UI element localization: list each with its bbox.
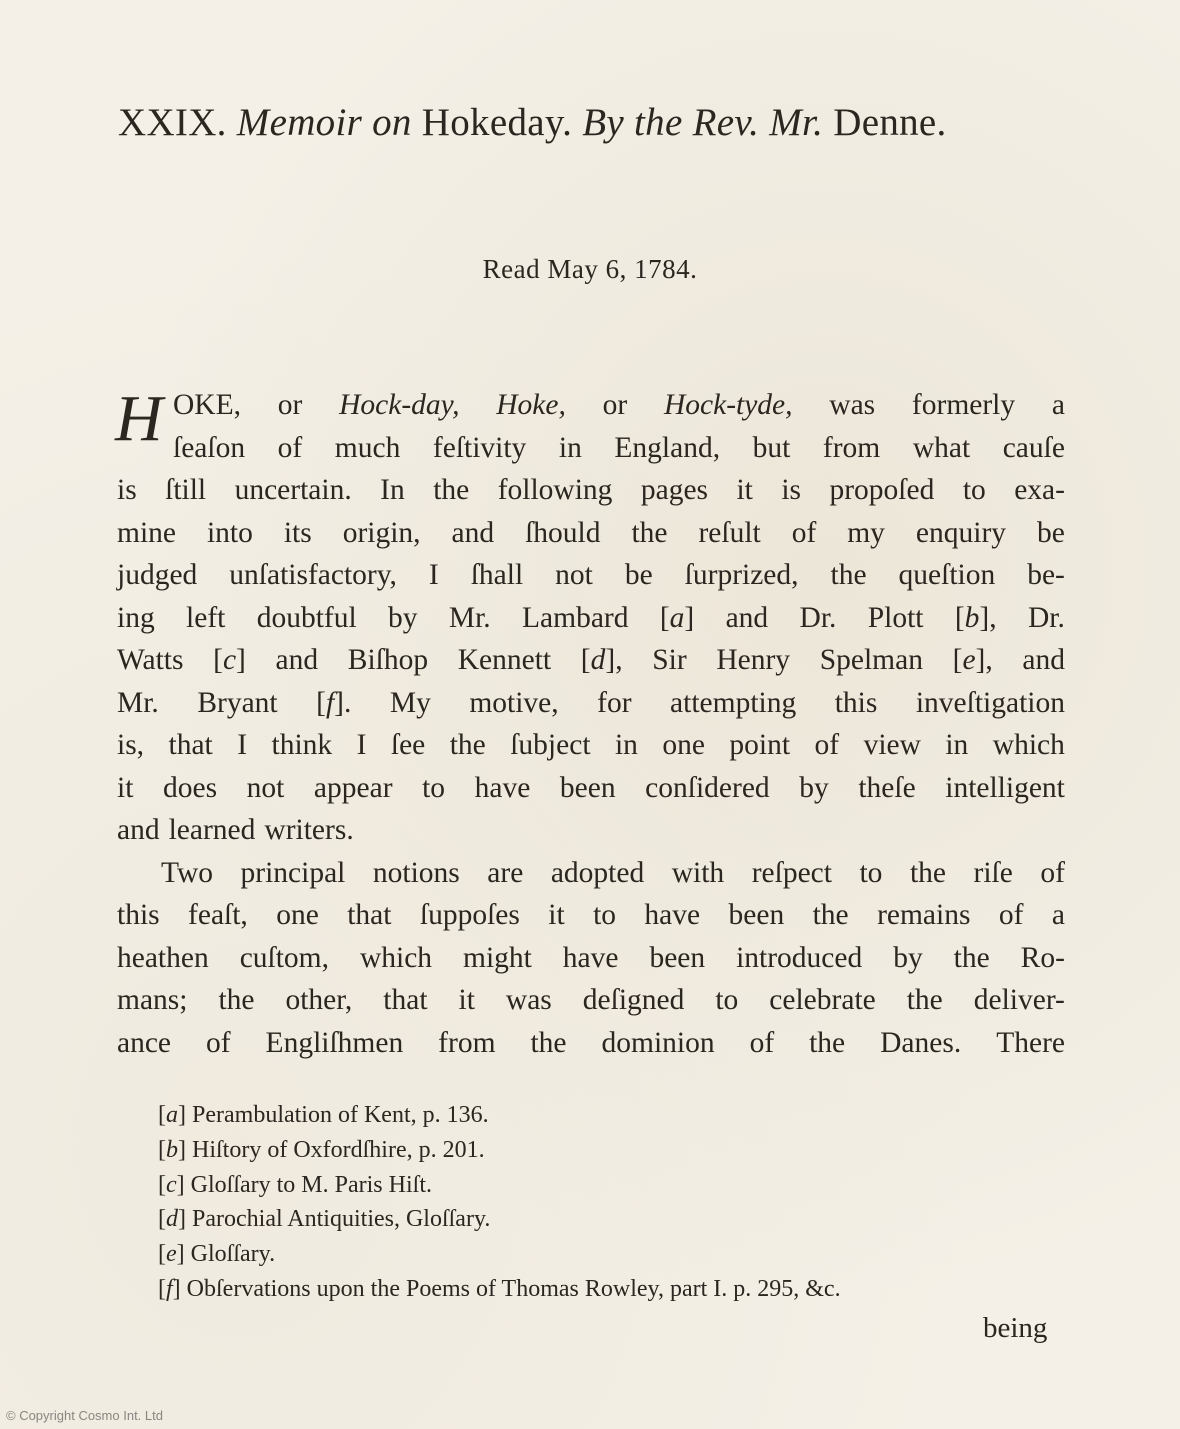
word: other, [285, 984, 353, 1016]
word: enquiry [915, 516, 1007, 549]
word: by [799, 771, 829, 804]
word: adopted [550, 856, 645, 889]
word: ſurprized, [684, 559, 799, 591]
footnote-letter: c [166, 1171, 177, 1198]
word: of [791, 516, 817, 549]
word: for [597, 686, 632, 719]
footnote [158, 1202, 1058, 1237]
word: been [559, 771, 616, 804]
word: not [246, 771, 285, 804]
text-line [117, 767, 1065, 810]
word: heathen [117, 941, 209, 974]
footnote-mark: [b] [158, 1136, 192, 1163]
article-number: XXIX. [118, 101, 227, 144]
text-line [117, 597, 1065, 640]
word: reſult [698, 516, 761, 549]
word: this [834, 686, 878, 719]
word: the [530, 1026, 567, 1059]
word: to [593, 899, 617, 931]
text-line [117, 937, 1065, 980]
word: by [893, 941, 923, 974]
word: feſtivity [432, 431, 527, 464]
word: ance [117, 1026, 172, 1059]
word: of [749, 1026, 775, 1059]
word: that [168, 729, 213, 761]
word: formerly [911, 389, 1016, 421]
word: celebrate [769, 984, 876, 1016]
word: pages [640, 474, 709, 506]
word: uncertain. [234, 474, 352, 506]
word: learned [168, 814, 256, 846]
footnote-mark: [f] [158, 1275, 187, 1302]
word: to [422, 771, 446, 804]
word: I [428, 559, 439, 591]
footnote-text: Perambulation of Kent, p. 136. [192, 1102, 489, 1128]
word: Hock-tyde, [663, 389, 793, 421]
word: of [1040, 856, 1065, 889]
article-title [118, 100, 1078, 145]
word: Hock-day, [339, 389, 460, 421]
word: Biſhop [347, 644, 429, 676]
word: Mr. [448, 601, 491, 634]
word: or [277, 389, 303, 421]
word: mans; [117, 984, 188, 1016]
word: exa- [1014, 474, 1065, 506]
word: be [1037, 516, 1065, 549]
word: ſeaſon [173, 431, 246, 464]
word: in [945, 729, 969, 761]
word: following [497, 474, 613, 506]
word: appear [313, 771, 393, 804]
text-line [117, 384, 1065, 427]
footnote [158, 1272, 1058, 1307]
word: left [186, 601, 226, 634]
text-line [117, 427, 1065, 470]
text-line [117, 682, 1065, 725]
word: [e], [952, 644, 993, 676]
word: Two [161, 856, 214, 889]
footnote-text: Hiſtory of Oxfordſhire, p. 201. [192, 1136, 485, 1163]
word: might [463, 941, 532, 974]
word: that [347, 899, 392, 931]
word: the [449, 729, 486, 761]
text-line [117, 979, 1065, 1022]
word: to [962, 474, 986, 506]
text-line [117, 894, 1065, 937]
text-line [117, 554, 1065, 597]
word: think [271, 729, 333, 761]
word: Hoke, [496, 389, 566, 421]
word: ſhould [525, 516, 601, 549]
word: propoſed [829, 474, 935, 506]
word: does [162, 771, 218, 804]
word: writers. [264, 814, 354, 846]
word: remains [877, 899, 971, 931]
word: the [631, 516, 668, 549]
footnote-letter: d [166, 1206, 178, 1233]
footnote-mark: [c] [158, 1171, 191, 1198]
word: Dr. [1027, 601, 1065, 634]
word: is [781, 474, 802, 506]
word: view [863, 729, 921, 761]
word: it [458, 984, 475, 1016]
word: There [996, 1026, 1065, 1059]
word: my [847, 516, 885, 549]
word: a [1051, 899, 1065, 931]
word: it [117, 771, 134, 804]
word: ing [117, 601, 155, 634]
footnote [158, 1237, 1058, 1272]
footnote-mark: [a] [158, 1102, 192, 1128]
word: My [389, 686, 431, 719]
word: by [388, 601, 418, 634]
word: [d], [580, 644, 623, 676]
word: judged [117, 559, 198, 591]
text-line [117, 852, 1065, 895]
catchword: being [983, 1312, 1048, 1344]
word: Plott [867, 601, 924, 634]
word: Bryant [197, 686, 278, 719]
word: which [359, 941, 433, 974]
word: inveſtigation [915, 686, 1065, 719]
text-line [117, 512, 1065, 555]
footnote-letter: e [166, 1241, 177, 1268]
word: [c] [213, 644, 246, 676]
word: Spelman [819, 644, 923, 676]
title-subject: Hokeday. [421, 101, 573, 144]
word: dominion [601, 1026, 715, 1059]
copyright-watermark: © Copyright Cosmo Int. Ltd [6, 1408, 163, 1423]
footnote-text: Gloſſary to M. Paris Hiſt. [190, 1171, 432, 1198]
word: it [736, 474, 753, 506]
word: the [906, 984, 943, 1016]
footnote-text: Parochial Antiquities, Gloſſary. [192, 1206, 491, 1233]
word: ſtill [165, 474, 207, 506]
word: this [117, 899, 160, 931]
footnotes [158, 1098, 1058, 1307]
word: [b], [954, 601, 997, 634]
body-text [117, 384, 1065, 1064]
word: but [752, 431, 791, 464]
word: motive, [469, 686, 559, 719]
word: feaſt, [188, 899, 248, 931]
word: one [662, 729, 705, 761]
word: intelligent [945, 771, 1065, 804]
word: the [830, 559, 867, 591]
word: reſpect [751, 856, 832, 889]
word: ſhall [470, 559, 524, 591]
word: ſee [390, 729, 426, 761]
word: one [276, 899, 319, 931]
word: origin, [342, 516, 421, 549]
word: into [206, 516, 253, 549]
word: in [558, 431, 582, 464]
word: deſigned [582, 984, 685, 1016]
footnote-letter: b [166, 1136, 178, 1163]
word: and [1022, 644, 1065, 676]
title-author: Denne. [833, 101, 947, 144]
word: unſatisfactory, [229, 559, 397, 591]
word: are [487, 856, 524, 889]
word: to [715, 984, 739, 1016]
word: ſubject [510, 729, 591, 761]
text-line [117, 639, 1065, 682]
footnote-text: Obſervations upon the Poems of Thomas Rowley, part I. p. 295, &c. [186, 1275, 841, 1302]
word: with [671, 856, 725, 889]
word: I [237, 729, 248, 761]
word: the [433, 474, 470, 506]
footnote [158, 1168, 1058, 1203]
word: Ro- [1020, 941, 1065, 974]
word: theſe [858, 771, 916, 804]
paragraph-2 [117, 852, 1065, 1065]
word: I [356, 729, 367, 761]
word: Mr. [117, 686, 159, 719]
text-line [117, 469, 1065, 512]
word: mine [117, 516, 176, 549]
word: of [814, 729, 840, 761]
text-line [117, 809, 1065, 852]
word: cuſtom, [239, 941, 329, 974]
word: is [117, 474, 137, 506]
word: the [953, 941, 990, 974]
word: deliver- [973, 984, 1065, 1016]
word: from [822, 431, 881, 464]
word: principal [240, 856, 346, 889]
word: in [614, 729, 638, 761]
word: was [829, 389, 876, 421]
word: it [548, 899, 565, 931]
footnote-text: Gloſſary. [190, 1241, 276, 1268]
word: of [998, 899, 1024, 931]
footnote [158, 1098, 1058, 1133]
word: and [451, 516, 495, 549]
paragraph-1 [117, 384, 1065, 852]
word: Danes. [880, 1026, 962, 1059]
word: conſidered [645, 771, 770, 804]
word: be [624, 559, 653, 591]
word: the [909, 856, 946, 889]
word: OKE, [173, 389, 242, 421]
word: England, [614, 431, 721, 464]
footnote-letter: f [166, 1275, 173, 1302]
word: of [206, 1026, 231, 1059]
title-by: By the Rev. Mr. [582, 101, 824, 144]
word: was [505, 984, 552, 1016]
word: what [912, 431, 971, 464]
text-line [117, 1022, 1065, 1065]
word: introduced [736, 941, 863, 974]
footnote-mark: [e] [158, 1241, 191, 1268]
word: Sir [652, 644, 687, 676]
word: the [218, 984, 255, 1016]
word: that [383, 984, 428, 1016]
read-date: Read May 6, 1784. [482, 254, 698, 284]
word: have [644, 899, 701, 931]
word: a [1051, 389, 1065, 421]
word: be- [1027, 559, 1065, 591]
word: point [729, 729, 791, 761]
word: attempting [670, 686, 797, 719]
word: not [555, 559, 593, 591]
footnote-letter: a [166, 1102, 178, 1128]
word: and [725, 601, 769, 634]
word: [a] [659, 601, 695, 634]
word: doubtful [256, 601, 357, 634]
footnote [158, 1133, 1058, 1168]
word: Dr. [799, 601, 837, 634]
word: to [859, 856, 883, 889]
text-line [117, 724, 1065, 767]
footnote-mark: [d] [158, 1206, 192, 1233]
word: the [809, 1026, 846, 1059]
word: Engliſhmen [265, 1026, 404, 1059]
word: notions [372, 856, 460, 889]
word: been [649, 941, 706, 974]
word: queſtion [898, 559, 996, 591]
word: ſuppoſes [419, 899, 520, 931]
drop-cap: H [115, 382, 163, 455]
word: been [728, 899, 785, 931]
word: is, [117, 729, 145, 761]
word: much [334, 431, 401, 464]
word: the [812, 899, 849, 931]
word: riſe [973, 856, 1013, 889]
word: In [380, 474, 405, 506]
word: from [438, 1026, 496, 1059]
title-memoir: Memoir on [236, 101, 412, 144]
word: Kennett [457, 644, 552, 676]
word: and [275, 644, 319, 676]
word: have [562, 941, 619, 974]
word: [f]. [316, 686, 352, 719]
word: or [602, 389, 628, 421]
word: and [117, 814, 160, 846]
word: Henry [716, 644, 791, 676]
word: cauſe [1002, 431, 1065, 464]
word: of [277, 431, 303, 464]
word: its [283, 516, 312, 549]
word: have [474, 771, 531, 804]
word: Lambard [522, 601, 629, 634]
word: Watts [117, 644, 184, 676]
word: which [992, 729, 1065, 761]
